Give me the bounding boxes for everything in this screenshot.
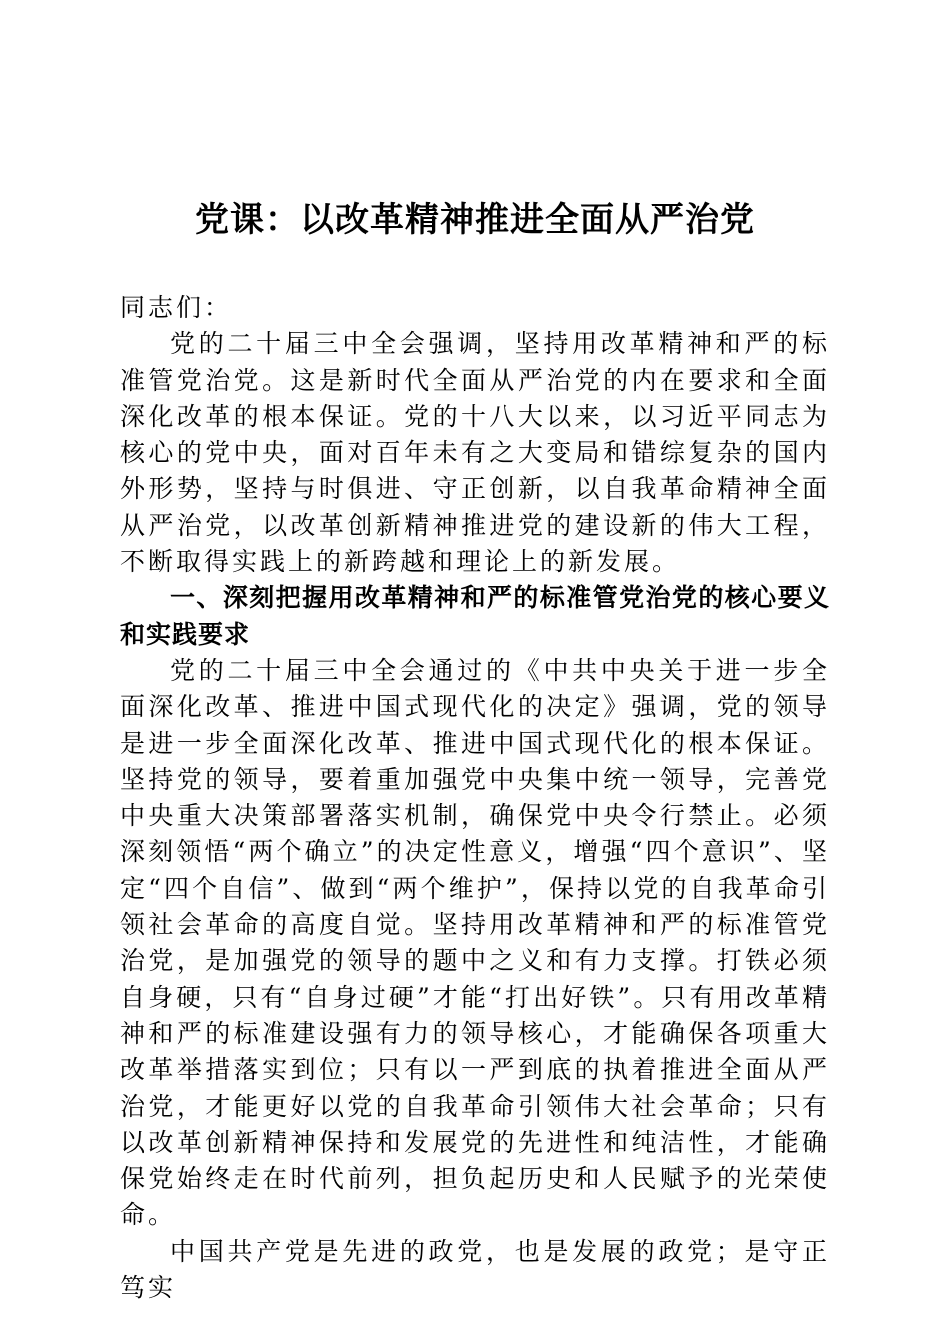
intro-paragraph: 党的二十届三中全会强调，坚持用改革精神和严的标准管党治党。这是新时代全面从严治党的内在要求和全面深化改革的根本保证。党的十八大以来，以习近平同志为核心的党中央，面对百年未有之大变局和错综复杂的国内外形势，坚持与时俱进、守正创新，以自我革命精神全面从严治党，以改革创新精神推进党的建设新的伟大工程，不断取得实践上的新跨越和理论上的新发展。	[120, 329, 830, 577]
section-paragraph-continued: 中国共产党是先进的政党，也是发展的政党；是守正笃实	[120, 1236, 830, 1303]
salutation: 同志们：	[120, 293, 233, 322]
document-body	[120, 290, 830, 1306]
section-heading: 一、深刻把握用改革精神和严的标准管党治党的核心要义和实践要求	[120, 583, 830, 649]
section-paragraph: 党的二十届三中全会通过的《中共中央关于进一步全面深化改革、推进中国式现代化的决定》强调，党的领导是进一步全面深化改革、推进中国式现代化的根本保证。坚持党的领导，要着重加强党中央集中统一领导，完善党中央重大决策部署落实机制，确保党中央令行禁止。必须深刻领悟“两个确立”的决定性意义，增强“四个意识”、坚定“四个自信”、做到“两个维护”，保持以党的自我革命引领社会革命的高度自觉。坚持用改革精神和严的标准管党治党，是加强党的领导的题中之义和有力支撑。打铁必须自身硬，只有“自身过硬”才能“打出好铁”。只有用改革精神和严的标准建设强有力的领导核心，才能确保各项重大改革举措落实到位；只有以一严到底的执着推进全面从严治党，才能更好以党的自我革命引领伟大社会革命；只有以改革创新精神保持和发展党的先进性和纯洁性，才能确保党始终走在时代前列，担负起历史和人民赋予的光荣使命。	[120, 655, 830, 1230]
page-title: 党课：以改革精神推进全面从严治党	[195, 200, 755, 240]
